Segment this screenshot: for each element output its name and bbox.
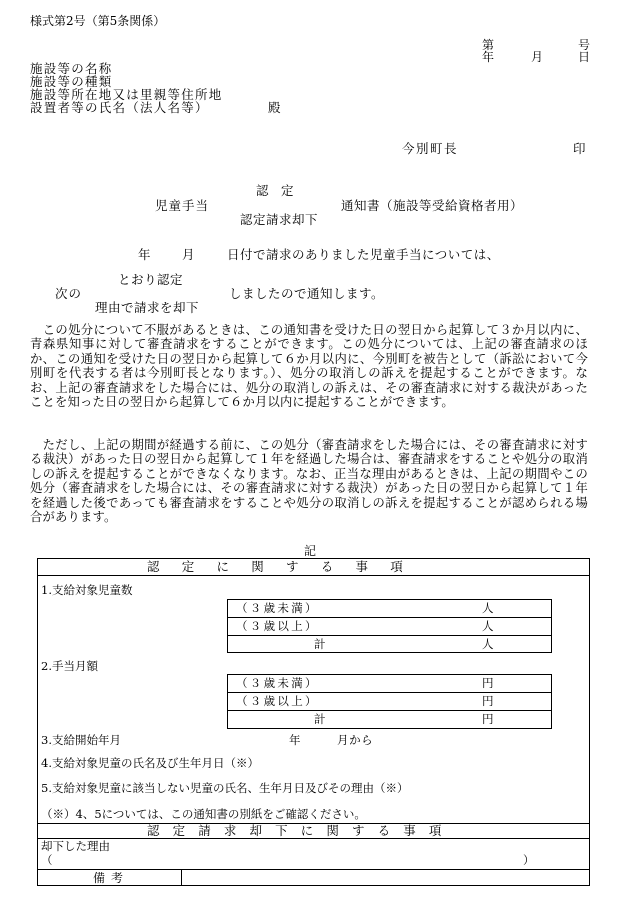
doc-number-go: 号 xyxy=(578,38,591,52)
date-year: 年 xyxy=(482,50,495,64)
monthly-amount-under3-unit: 円 xyxy=(482,676,494,690)
appeal-paragraph-2: ただし、上記の期間が経過する前に、この処分（審査請求をした場合には、その審査請求に対する裁決）があった日の翌日から起算して１年を経過した場合は、審査請求をすることや処分の取消しの訴えを提起することができなくなります。なお、正当な理由があるときは、上記の期間やこの処分（審査請求をした場合には、その審査請求に対する裁決）があった日の翌日から起算して１年を経過した後であっても審査請求をすることや処分の取消しの訴えを提起することが認められる場合があります。 xyxy=(30,438,588,525)
monthly-amount-total-label: 計 xyxy=(314,712,326,726)
monthly-amount-over3-unit: 円 xyxy=(482,694,494,708)
title-notice: 通知書（施設等受給資格者用） xyxy=(341,198,524,213)
divider xyxy=(37,575,590,576)
intro-text: 日付で請求のありました児童手当については、 xyxy=(227,247,500,262)
monthly-amount-under3-label: （３歳未満） xyxy=(236,676,319,690)
date-month: 月 xyxy=(531,50,544,64)
intro-option-nintei: とおり認定 xyxy=(118,272,184,287)
issuer-name: 今別町長 xyxy=(402,141,459,156)
intro-option-kyakka: 理由で請求を却下 xyxy=(95,300,200,315)
remarks-label: 備考 xyxy=(93,871,130,885)
ki-heading: 記 xyxy=(304,544,317,558)
item-monthly-amount-label: 2.手当月額 xyxy=(41,659,98,673)
child-count-over3-label: （３歳以上） xyxy=(236,619,319,633)
intro-year: 年 xyxy=(138,247,151,262)
divider xyxy=(227,692,552,693)
intro-tsugi: 次の xyxy=(55,286,83,301)
divider xyxy=(227,635,552,636)
date-day: 日 xyxy=(578,50,591,64)
divider xyxy=(181,869,182,886)
appeal-paragraph-1: この処分について不服があるときは、この通知書を受けた日の翌日から起算して３か月以内に、青森県知事に対して審査請求をすることができます。この処分については、上記の審査請求のほか、この通知を受けた日の翌日から起算して６か月以内に、今別町を被告として（訴訟において今別町を代表する者は今別町長となります。）、処分の取消しの訴えを提起することができます。なお、上記の審査請求をした場合には、処分の取消しの訴えは、その審査請求に対する裁決があったことを知った日の翌日から起算して６か月以内に提起することができます。 xyxy=(30,323,588,410)
child-count-total-unit: 人 xyxy=(482,637,494,651)
addressee-facility-type: 施設等の種類 xyxy=(30,74,113,89)
child-count-under3-label: （３歳未満） xyxy=(236,601,319,615)
rejection-reason-label: 却下した理由 xyxy=(41,839,110,853)
item-child-count-label: 1.支給対象児童数 xyxy=(41,583,133,597)
item-child-names-label: 4.支給対象児童の氏名及び生年月日（※） xyxy=(41,756,259,770)
nintei-section-header: 認定に関する事項 xyxy=(147,559,426,574)
divider xyxy=(37,869,590,870)
intro-month: 月 xyxy=(182,247,195,262)
divider xyxy=(227,617,552,618)
monthly-amount-total-unit: 円 xyxy=(482,712,494,726)
rejection-reason-open-paren: （ xyxy=(41,853,53,867)
title-jidouteate: 児童手当 xyxy=(155,198,210,213)
child-count-under3-unit: 人 xyxy=(482,601,494,615)
title-option-kyakka: 認定請求却下 xyxy=(240,212,319,227)
divider xyxy=(227,710,552,711)
divider xyxy=(37,838,590,839)
start-month-from: 月から xyxy=(337,733,374,747)
addressee-owner-name: 設置者等の氏名（法人名等） xyxy=(30,100,209,115)
child-count-over3-unit: 人 xyxy=(482,619,494,633)
rejection-reason-close-paren: ） xyxy=(523,853,535,867)
item-non-eligible-children-label: 5.支給対象児童に該当しない児童の氏名、生年月日及びその理由（※） xyxy=(41,781,409,795)
issuer-seal: 印 xyxy=(573,141,586,156)
addressee-facility-name: 施設等の名称 xyxy=(30,61,113,76)
doc-number-dai: 第 xyxy=(482,38,495,52)
child-count-total-label: 計 xyxy=(314,637,326,651)
intro-tail: しましたので通知します。 xyxy=(229,286,385,301)
start-month-year: 年 xyxy=(289,733,301,747)
note-separate-sheet: （※）4、5については、この通知書の別紙をご確認ください。 xyxy=(41,807,366,821)
kyakka-section-header: 認定請求却下に関する事項 xyxy=(147,823,455,838)
item-start-month-label: 3.支給開始年月 xyxy=(41,733,121,747)
addressee-address: 施設等所在地又は里親等住所地 xyxy=(30,87,223,102)
monthly-amount-over3-label: （３歳以上） xyxy=(236,694,319,708)
remarks-field xyxy=(184,871,584,884)
honorific-dono: 殿 xyxy=(268,100,281,115)
form-number: 様式第2号（第5条関係） xyxy=(30,14,166,28)
title-option-nintei: 認 定 xyxy=(256,183,294,198)
